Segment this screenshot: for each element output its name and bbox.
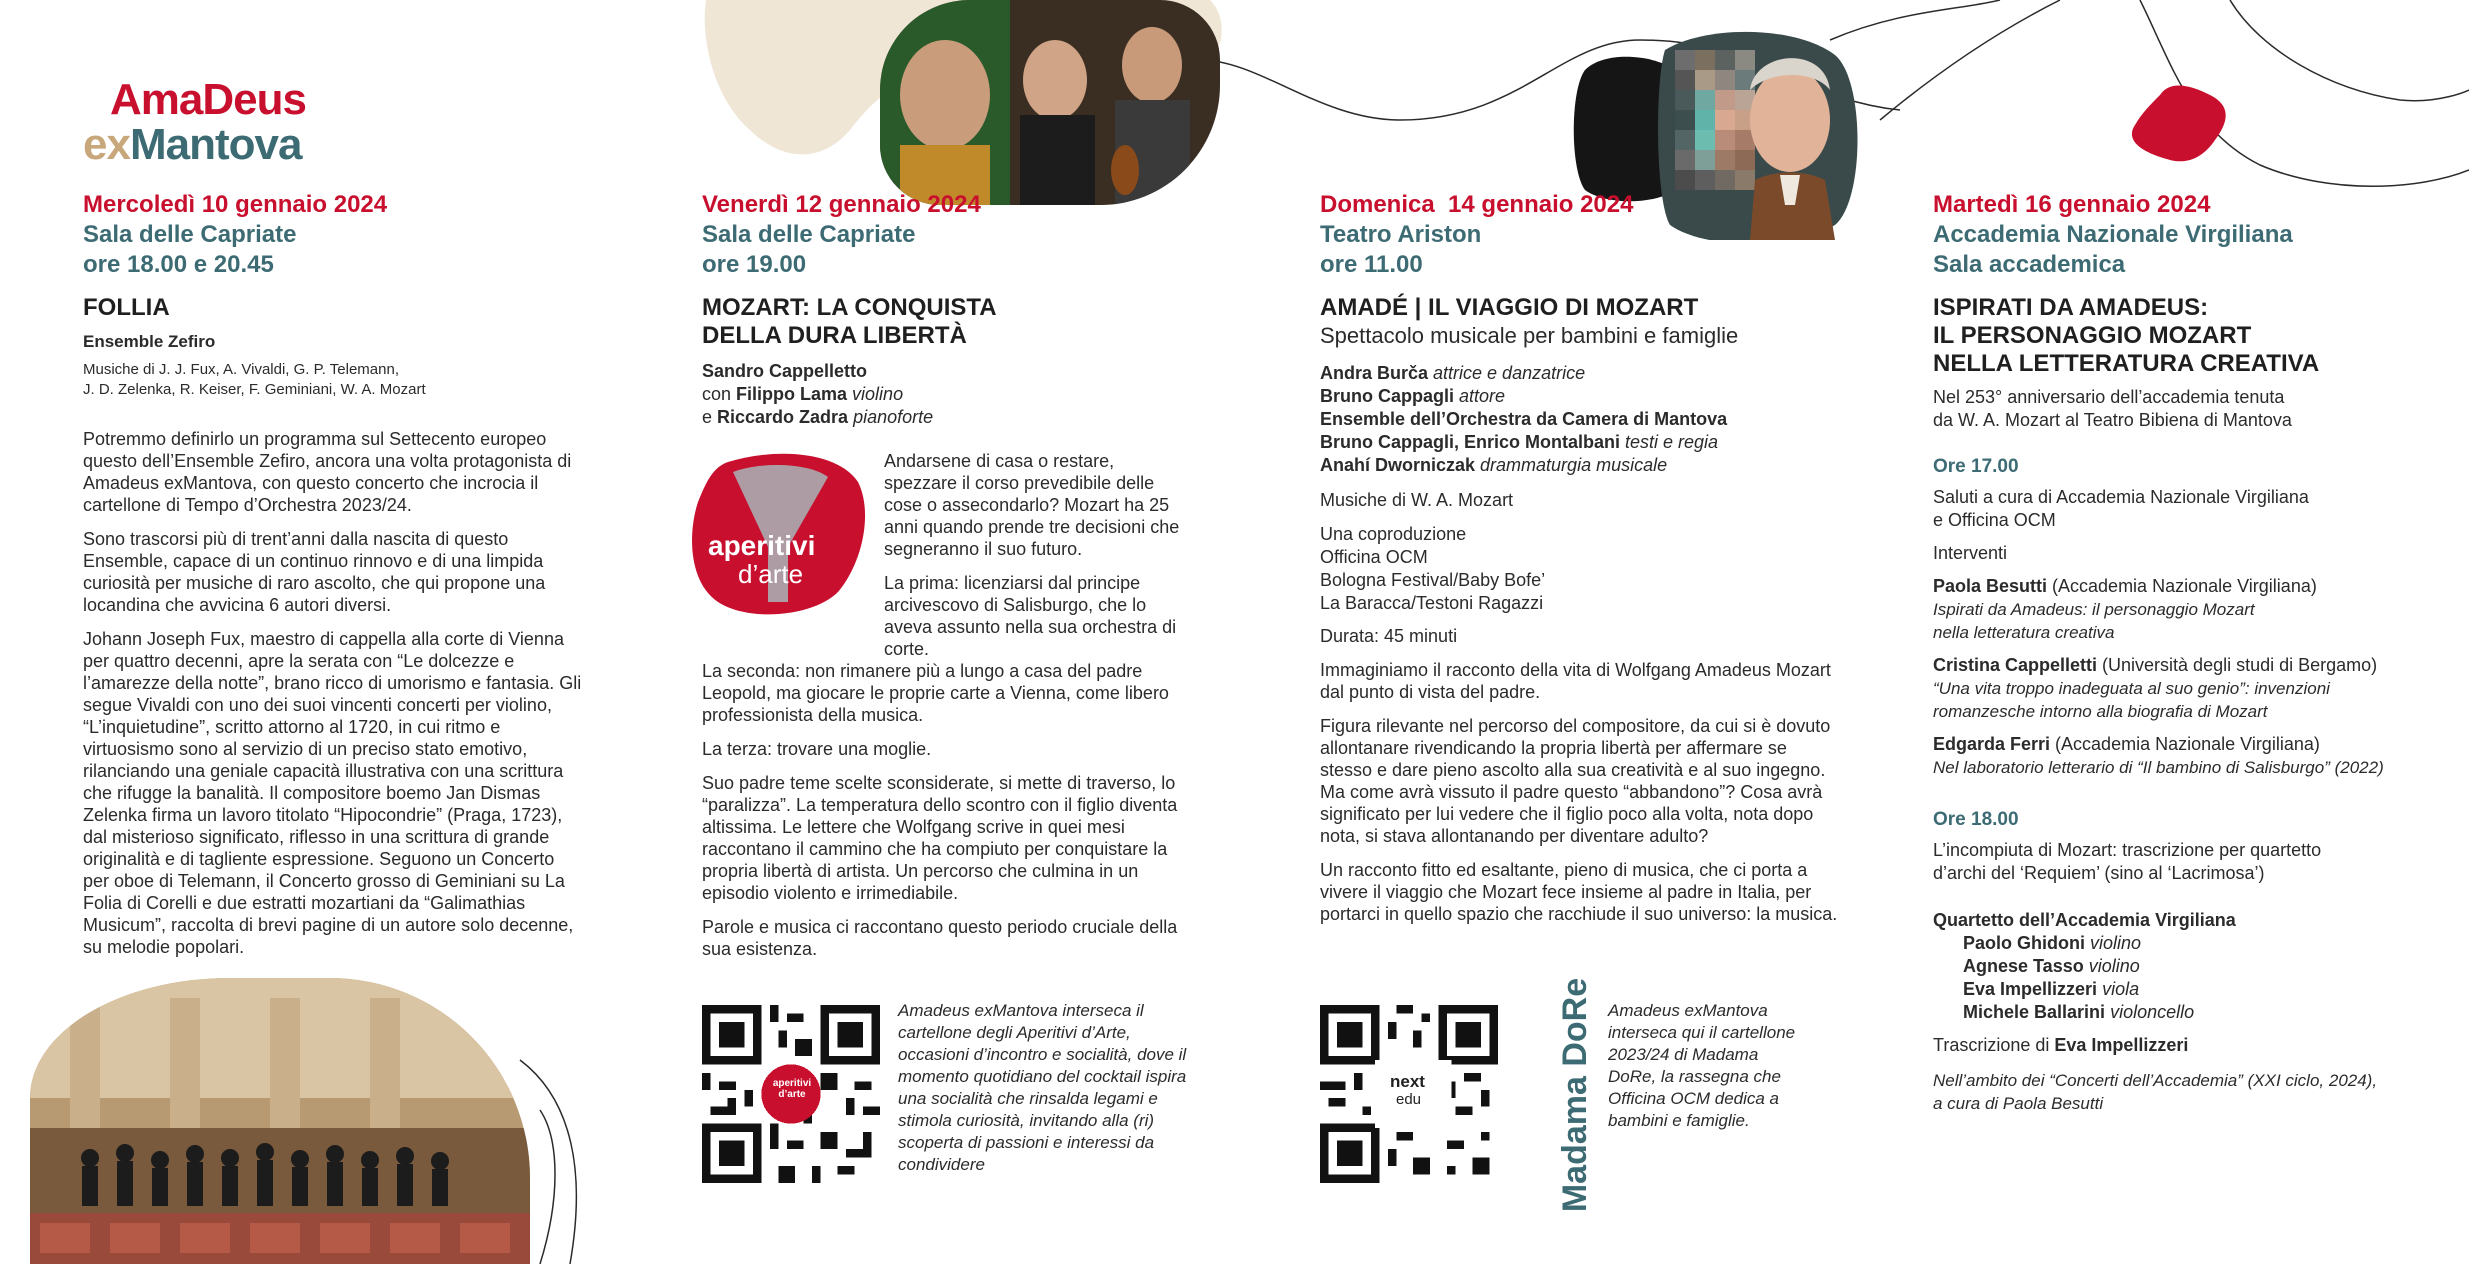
greetings [1933, 486, 2453, 532]
event-column-1 [83, 190, 583, 970]
quartet [1933, 909, 2453, 1024]
ensemble-name: Ensemble Zefiro [83, 332, 216, 351]
greetings-line: Saluti a cura di Accademia Nazionale Virgiliana [1933, 487, 2309, 507]
requiem-line: L’incompiuta di Mozart: trascrizione per quartetto [1933, 840, 2322, 860]
madama-dore-logo [1528, 977, 1595, 1213]
event-venue-room: Sala accademica [1933, 251, 2126, 278]
greetings-line: e Officina OCM [1933, 510, 2056, 530]
performers [702, 360, 1202, 429]
member-name: Paolo Ghidoni [1963, 933, 2085, 953]
cast-name: Bruno Cappagli [1320, 386, 1454, 406]
connector: con [702, 384, 737, 404]
member-name: Eva Impellizzeri [1963, 979, 2098, 999]
talks-heading: Interventi [1933, 543, 2008, 563]
paragraph: Immaginiamo il racconto della vita di Wolfgang Amadeus Mozart dal punto di vista del padre. [1320, 660, 1831, 702]
cast-role: attrice e danzatrice [1428, 363, 1586, 383]
amadeus-logo [83, 75, 306, 169]
speaker-name: Edgarda Ferri [1933, 734, 2051, 754]
coprod-line: La Baracca/Testoni Ragazzi [1320, 593, 1544, 613]
qr-caption: Amadeus exMantova interseca qui il cartellone 2023/24 di Madama DoRe, la rassegna che Officina OCM dedica a bambini e famiglie. [1608, 1001, 1796, 1130]
event-subtitle: Spettacolo musicale per bambini e famiglie [1320, 323, 1739, 348]
coprod-line: Officina OCM [1320, 547, 1428, 567]
paragraph: Andarsene di casa o restare, spezzare il corso prevedibile delle cose o assecondarlo? Mozart ha 25 anni quando prende tre decisioni che segneranno il suo futuro. [884, 451, 1180, 559]
event-title: FOLLIA [83, 294, 170, 321]
cast-list [1320, 362, 1840, 477]
quartet-name: Quartetto dell’Accademia Virgiliana [1933, 910, 2236, 930]
badge-text-2: d’arte [738, 559, 804, 589]
event-date: Martedì 16 gennaio 2024 [1933, 191, 2211, 218]
intro-line: da W. A. Mozart al Teatro Bibiena di Mantova [1933, 410, 2292, 430]
coproduction [1320, 523, 1840, 615]
logo-ex: ex [83, 120, 130, 169]
performer-role: violino [847, 384, 904, 404]
event-venue: Sala delle Capriate [83, 221, 297, 248]
event-venue: Teatro Ariston [1320, 221, 1482, 248]
speaker-affiliation: (Università degli studi di Bergamo) [2097, 655, 2378, 675]
event-time: ore 19.00 [702, 251, 807, 278]
speaker-name: Cristina Cappelletti [1933, 655, 2098, 675]
event-date: Domenica 14 gennaio 2024 [1320, 191, 1634, 218]
event-column-2-text [702, 660, 1182, 972]
qr-badge-text-2: d’arte [778, 1089, 806, 1100]
event-column-2-text-wrap [884, 450, 1184, 672]
paragraph: Parole e musica ci raccontano questo periodo cruciale della sua esistenza. [702, 917, 1178, 959]
event-title-line-1: MOZART: LA CONQUISTA [702, 294, 997, 321]
paragraph: Figura rilevante nel percorso del compositore, da cui si è dovuto allontanare rivendicando la propria libertà per affermare se stesso e dare pieno ascolto alla sua creatività e al suo ingegno. Ma come avrà vissuto il padre questo “abbandono”? Cosa avrà significato per lui vedere che il figlio poco alla volta, nota dopo nota, si stava allontanando per diventare adulto? [1320, 716, 1831, 846]
ensemble-photo [30, 978, 530, 1264]
event-time: ore 18.00 e 20.45 [83, 251, 274, 278]
member-role: violino [2085, 933, 2142, 953]
qr-badge-text-1: aperitivi [772, 1078, 812, 1089]
speaker-name: Paola Besutti [1933, 576, 2048, 596]
madama-dore-text: Madama DoRe [1556, 977, 1595, 1213]
performer-role: pianoforte [848, 407, 934, 427]
cast-item [1320, 385, 1840, 408]
talk-title: Ispirati da Amadeus: il personaggio Mozart [1933, 600, 2255, 619]
music-line-1: Musiche di J. J. Fux, A. Vivaldi, G. P. Telemann, [83, 361, 399, 378]
paragraph: La terza: trovare una moglie. [702, 739, 932, 759]
cast-name: Anahí Dworniczak [1320, 455, 1476, 475]
member-role: violoncello [2105, 1002, 2195, 1022]
speaker [1933, 575, 2453, 644]
event-column-3 [1320, 190, 1840, 937]
coprod-line: Bologna Festival/Baby Bofe’ [1320, 570, 1546, 590]
transcription [1933, 1034, 2453, 1057]
cast-item [1320, 454, 1840, 477]
cast-role: drammaturgia musicale [1475, 455, 1668, 475]
member-role: violino [2083, 956, 2140, 976]
performer-name: Filippo Lama [736, 384, 848, 404]
cast-item [1320, 362, 1840, 385]
requiem-line: d’archi del ‘Requiem’ (sino al ‘Lacrimosa’) [1933, 863, 2265, 883]
logo-mantova: Mantova [129, 120, 302, 169]
quartet-member [1933, 978, 2453, 1001]
speaker-affiliation: (Accademia Nazionale Virgiliana) [2047, 576, 2317, 596]
cast-name: Bruno Cappagli, Enrico Montalbani [1320, 432, 1621, 452]
performers-photo [880, 0, 1220, 205]
speaker [1933, 733, 2453, 779]
event-column-2 [702, 190, 1202, 429]
paragraph: Sono trascorsi più di trent’anni dalla nascita di questo Ensemble, capace di un continuo rinnovo e di una limpida curiosità per musiche di raro ascolto, che qui propone una locandina che avvicina 6 autori diversi. [83, 529, 546, 615]
paragraph: La prima: licenziarsi dal principe arcivescovo di Salisburgo, che lo aveva assunto nella sua orchestra di corte. [884, 573, 1177, 659]
logo-line-1: AmaDeus [110, 75, 306, 124]
quartet-member [1933, 1001, 2453, 1024]
note [1933, 1069, 2453, 1115]
event-date: Venerdì 12 gennaio 2024 [702, 191, 981, 218]
event-date: Mercoledì 10 gennaio 2024 [83, 191, 388, 218]
paragraph: Un racconto fitto ed esaltante, pieno di musica, che ci porta a vivere il viaggio che Mozart fece insieme al padre in Italia, per portarci in quello spazio che racchiude il suo universo: la musica. [1320, 860, 1838, 924]
requiem [1933, 839, 2453, 885]
member-role: viola [2097, 979, 2140, 999]
quartet-member [1933, 955, 2453, 978]
qr-code-madama-dore[interactable] [1320, 1005, 1498, 1183]
event-title-line-1: ISPIRATI DA AMADEUS: [1933, 294, 2209, 321]
member-name: Agnese Tasso [1963, 956, 2084, 976]
music-credit: Musiche di W. A. Mozart [1320, 490, 1514, 510]
talk-title: Nel laboratorio letterario di “Il bambino di Salisburgo” (2022) [1933, 758, 2384, 777]
cast-name: Ensemble dell’Orchestra da Camera di Mantova [1320, 409, 1728, 429]
cast-item [1320, 408, 1840, 431]
performer-name: Riccardo Zadra [717, 407, 849, 427]
intro-line: Nel 253° anniversario dell’accademia tenuta [1933, 387, 2285, 407]
event-venue: Accademia Nazionale Virgiliana [1933, 221, 2293, 248]
coprod-line: Una coproduzione [1320, 524, 1467, 544]
intro [1933, 386, 2453, 432]
qr-text-edu: edu [1396, 1091, 1422, 1108]
event-title: AMADÉ | IL VIAGGIO DI MOZART [1320, 294, 1699, 321]
duration: Durata: 45 minuti [1320, 626, 1458, 646]
session-time: Ore 18.00 [1933, 809, 2019, 830]
talk-title: nella letteratura creativa [1933, 623, 2115, 642]
talk-title: romanzesche intorno alla biografia di Mozart [1933, 702, 2268, 721]
speaker [1933, 654, 2453, 723]
qr-text-next: next [1390, 1072, 1425, 1091]
qr-code-aperitivi[interactable] [702, 1005, 880, 1183]
speaker-affiliation: (Accademia Nazionale Virgiliana) [2050, 734, 2320, 754]
cast-item [1320, 431, 1840, 454]
badge-text-1: aperitivi [708, 530, 816, 561]
music-line-2: J. D. Zelenka, R. Keiser, F. Geminiani, W. A. Mozart [83, 381, 426, 398]
quartet-member [1933, 932, 2453, 955]
aperitivi-darte-badge [688, 452, 868, 617]
transcription-name: Eva Impellizzeri [2054, 1035, 2189, 1055]
event-title-line-2: IL PERSONAGGIO MOZART [1933, 322, 2252, 349]
event-title-line-3: NELLA LETTERATURA CREATIVA [1933, 350, 2320, 377]
cast-role: attore [1454, 386, 1506, 406]
paragraph: La seconda: non rimanere più a lungo a casa del padre Leopold, ma giocare le proprie carte a Vienna, come libero professionista della musica. [702, 661, 1169, 725]
note-line: a cura di Paola Besutti [1933, 1094, 2104, 1113]
qr-caption: Amadeus exMantova interseca il cartellone degli Aperitivi d’Arte, occasioni d’incontro e socialità, dove il momento quotidiano del cocktail ispira una socialità che rinsalda legami e stimola curiosità, invitando alla (ri) scoperta di passioni e interessi da condividere [898, 1001, 1187, 1174]
session-time: Ore 17.00 [1933, 456, 2019, 477]
logo-line-2 [83, 122, 306, 168]
paragraph: Johann Joseph Fux, maestro di cappella alla corte di Vienna per quattro decenni, apre la serata con “Le dolcezze e l’amarezze della notte”, brano ricco di umorismo e fantasia. Gli segue Vivaldi con uno dei suoi vincenti concerti per violino, “L’inquietudine”, scritto attorno al 1720, in cui ritmo e virtuosismo sono al servizio di un preciso stato emotivo, rilanciando una geniale capacità illustrativa con una scrittura che rifugge la banalità. Il compositore boemo Jan Dismas Zelenka firma un lavoro titolato “Hipocondrie” (Praga, 1723), dal misterioso significato, riflesso in una scrittura di grande originalità e di tagliente espressione. Seguono un Concerto per oboe di Telemann, il Concerto grosso di Geminiani su La Folia di Corelli e due estratti mozartiani da “Galimathias Musicum”, raccolta di brevi pagine di un autore solo decenne, su melodie popolari. [83, 629, 582, 957]
note-line: Nell’ambito dei “Concerti dell’Accademia” (XXI ciclo, 2024), [1933, 1071, 2378, 1090]
paragraph: Suo padre teme scelte sconsiderate, si mette di traverso, lo “paralizza”. La temperatura dello scontro con il figlio diventa altissima. Le lettere che Wolfgang scrive in quei mesi raccontano il cammino che ha compiuto per conquistare la propria libertà di artista. Un percorso che culmina in un episodio violento e irrimediabile. [702, 773, 1178, 903]
paragraph: Potremmo definirlo un programma sul Settecento europeo questo dell’Ensemble Zefiro, ancora una volta protagonista di Amadeus exMantova, con questo concerto che incrocia il cartellone di Tempo d’Orchestra 2023/24. [83, 429, 572, 515]
event-venue: Sala delle Capriate [702, 221, 916, 248]
event-title-line-2: DELLA DURA LIBERTÀ [702, 322, 967, 349]
member-name: Michele Ballarini [1963, 1002, 2106, 1022]
event-column-4 [1933, 190, 2453, 1115]
performer-name: Sandro Cappelletto [702, 361, 868, 381]
transcription-label: Trascrizione di [1933, 1035, 2055, 1055]
cast-name: Andra Burča [1320, 363, 1429, 383]
talk-title: “Una vita troppo inadeguata al suo genio”: invenzioni [1933, 679, 2330, 698]
connector: e [702, 407, 718, 427]
event-time: ore 11.00 [1320, 251, 1423, 278]
cast-role: testi e regia [1620, 432, 1719, 452]
